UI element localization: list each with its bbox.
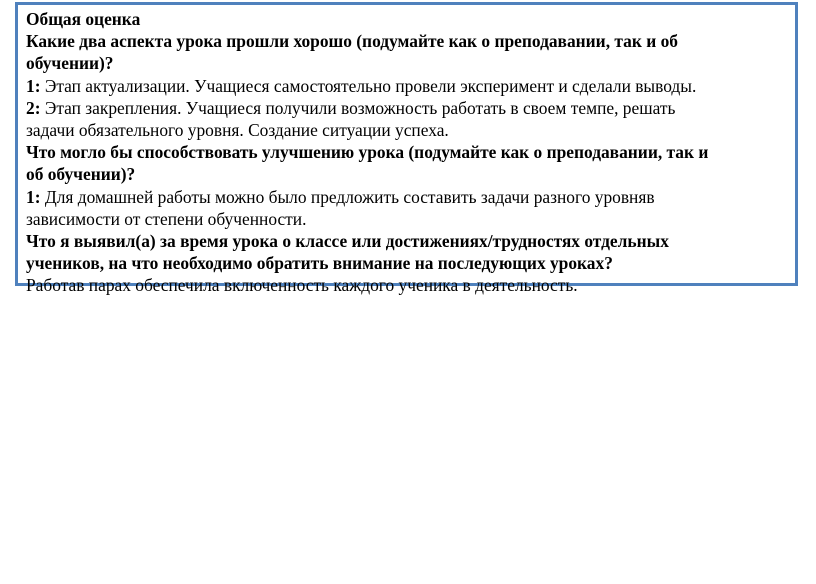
question-1-line-2: обучении)? — [26, 53, 114, 74]
answer-4: Работав парах обеспечила включенность каждого ученика в деятельность. — [26, 275, 578, 296]
answer-2-line-1 — [26, 97, 787, 119]
answer-1 — [26, 75, 787, 97]
answer-1-text: Этап актуализации. Учащиеся самостоятельно провели эксперимент и сделали выводы. — [44, 75, 697, 96]
answer-2-line-2: задачи обязательного уровня. Создание ситуации успеха. — [26, 120, 449, 141]
answer-2-text-line-1: Этап закрепления. Учащиеся получили возможность работать в своем темпе, решать — [44, 97, 676, 118]
answer-3-line-1 — [26, 186, 787, 208]
question-3-line-1: Что я выявил(а) за время урока о классе или достижениях/трудностях отдельных — [26, 231, 669, 252]
evaluation-text-box — [15, 2, 798, 296]
answer-2-number: 2: — [26, 97, 41, 118]
question-3-line-2: учеников, на что необходимо обратить внимание на последующих уроках? — [26, 253, 613, 274]
question-2-line-1: Что могло бы способствовать улучшению урока (подумайте как о преподавании, так и — [26, 142, 709, 163]
question-1-line-1: Какие два аспекта урока прошли хорошо (подумайте как о преподавании, так и об — [26, 31, 678, 52]
answer-1-number: 1: — [26, 75, 41, 96]
section-heading: Общая оценка — [26, 9, 141, 29]
answer-3-line-2: зависимости от степени обученности. — [26, 208, 307, 229]
question-2-line-2: об обучении)? — [26, 164, 136, 185]
answer-3-text-line-1: Для домашней работы можно было предложить составить задачи разного уровняв — [44, 186, 655, 207]
answer-3-number: 1: — [26, 186, 41, 207]
